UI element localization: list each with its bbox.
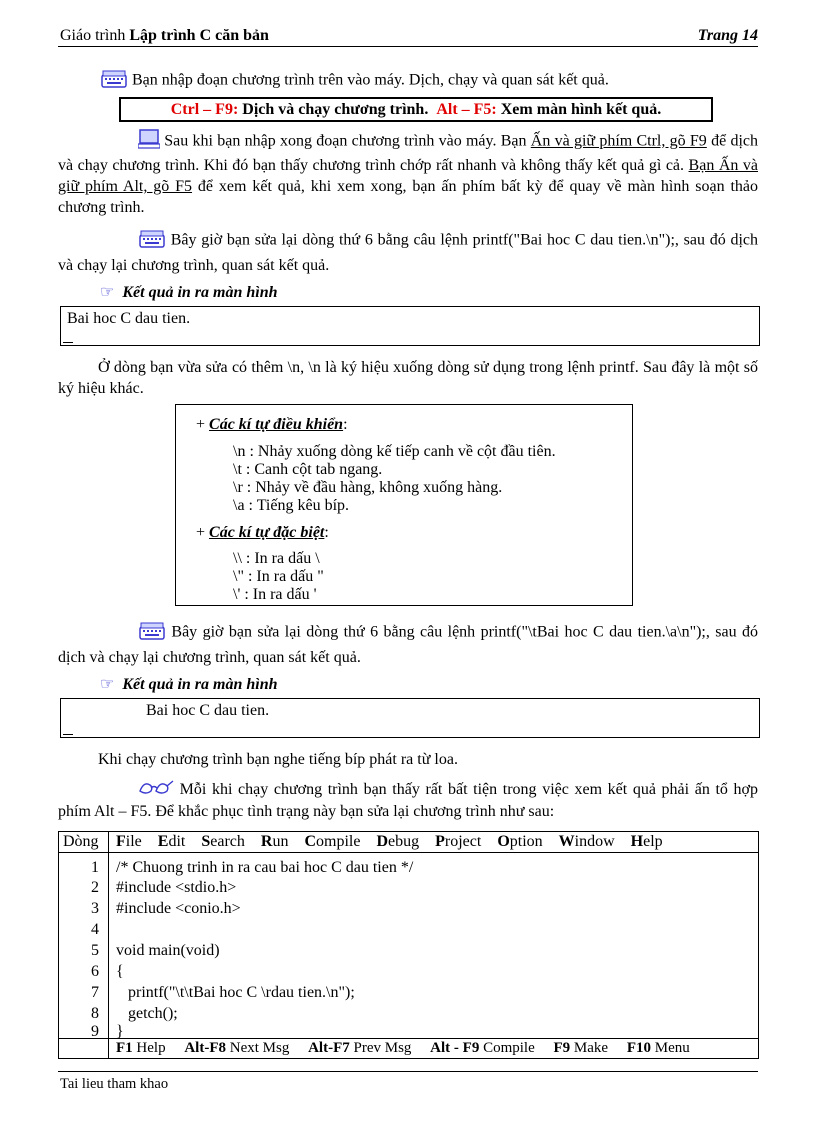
line-number: 7 <box>91 984 99 1001</box>
menu-search[interactable]: Search <box>201 833 245 850</box>
code-line[interactable]: printf("\t\tBai hoc C \rdau tien.\n"); <box>116 984 355 1001</box>
menu-compile[interactable]: Compile <box>304 833 361 850</box>
line-number: 6 <box>91 963 99 980</box>
escape-item: \a : Tiếng kêu bíp. <box>233 497 350 514</box>
code-line[interactable]: #include <conio.h> <box>116 900 241 917</box>
menu-debug[interactable]: Debug <box>376 833 420 850</box>
escape-sequence-box <box>175 404 633 606</box>
menu-help[interactable]: Help <box>630 833 663 850</box>
fkey-make[interactable]: F9 Make <box>553 1040 609 1056</box>
cursor <box>63 342 73 343</box>
line-number-header: Dòng <box>63 833 99 850</box>
hotkey-box: Ctrl – F9: Dịch và chạy chương trình. Alt – F5: Xem màn hình kết quả. <box>119 97 713 122</box>
line-number: 8 <box>91 1005 99 1022</box>
ide-editor-window <box>58 831 759 1059</box>
line-number: 9 <box>91 1023 99 1040</box>
menu-edit[interactable]: Edit <box>157 833 186 850</box>
line-number: 3 <box>91 900 99 917</box>
glasses-icon <box>98 779 174 801</box>
menu-file[interactable]: File <box>116 833 142 850</box>
code-line[interactable]: } <box>116 1023 124 1040</box>
code-line[interactable]: getch(); <box>116 1005 178 1022</box>
line-number: 5 <box>91 942 99 959</box>
footer-text: Tai lieu tham khao <box>60 1076 169 1092</box>
result-screen-1: Bai hoc C dau tien. <box>60 306 760 346</box>
fkey-menu[interactable]: F10 Menu <box>626 1040 690 1056</box>
result-heading-2: ☞ Kết quả in ra màn hình <box>100 676 278 693</box>
line-number: 2 <box>91 879 99 896</box>
instruction-paragraph-6: Khi chạy chương trình bạn nghe tiếng bíp phát ra từ loa. <box>98 751 458 768</box>
pointing-hand-icon: ☞ <box>100 284 115 301</box>
instruction-paragraph-2: Sau khi bạn nhập xong đoạn chương trình vào máy. Bạn Ấn và giữ phím Ctrl, gõ F9 để dịch và chạy chương trình. Khi đó bạn thấy chương trình chớp rất nhanh và không thấy kết quả gì cả. Bạn Ấn và giữ phím Alt, gõ F5 để xem kết quả, khi xem xong, bạn ấn phím bất kỳ để quay về màn hình soạn thảo chương trình. <box>58 129 758 218</box>
instruction-paragraph-1: Bạn nhập đoạn chương trình trên vào máy. Dịch, chạy và quan sát kết quả. <box>100 67 760 95</box>
escape-item: \r : Nhảy về đầu hàng, không xuống hàng. <box>233 479 503 496</box>
result-heading-1: ☞ Kết quả in ra màn hình <box>100 284 278 301</box>
escape-item: \" : In ra dấu " <box>233 568 324 585</box>
menu-run[interactable]: Run <box>260 833 289 850</box>
instruction-paragraph-3: Bây giờ bạn sửa lại dòng thứ 6 bằng câu lệnh printf("Bai hoc C dau tien.\n");, sau đó dịch và chạy lại chương trình, quan sát kết quả. <box>58 227 758 276</box>
escape-item: \t : Canh cột tab ngang. <box>233 461 383 478</box>
menu-window[interactable]: Window <box>558 833 615 850</box>
pointing-hand-icon: ☞ <box>100 676 115 693</box>
page-number: Trang 14 <box>697 27 758 44</box>
instruction-paragraph-7: Mỗi khi chạy chương trình bạn thấy rất bất tiện trong việc xem kết quả phải ấn tổ hợp phím Alt – F5. Để khắc phục tình trạng này bạn sửa lại chương trình như sau: <box>58 781 759 821</box>
fkey-compile[interactable]: Alt - F9 Compile <box>430 1040 535 1056</box>
fkey-prev-msg[interactable]: Alt-F7 Prev Msg <box>308 1040 412 1056</box>
special-chars-heading: + Các kí tự đặc biệt: <box>196 524 329 541</box>
keyboard-icon <box>98 619 166 647</box>
header-title: Giáo trình Lập trình C căn bản <box>60 27 269 44</box>
control-chars-heading: + Các kí tự điều khiển: <box>196 416 348 433</box>
code-line[interactable]: /* Chuong trinh in ra cau bai hoc C dau tien */ <box>116 859 414 876</box>
result-screen-2: Bai hoc C dau tien. <box>60 698 760 738</box>
escape-item: \n : Nhảy xuống dòng kế tiếp canh về cột đầu tiên. <box>233 443 556 460</box>
escape-item: \' : In ra dấu ' <box>233 586 317 603</box>
ide-status-bar <box>116 1040 690 1057</box>
code-line[interactable]: { <box>116 963 124 980</box>
line-number: 4 <box>91 921 99 938</box>
keyboard-icon <box>100 67 128 95</box>
ide-menu-bar <box>116 833 675 851</box>
fkey-next-msg[interactable]: Alt-F8 Next Msg <box>184 1040 290 1056</box>
code-line[interactable]: #include <stdio.h> <box>116 879 237 896</box>
code-line[interactable]: void main(void) <box>116 942 220 959</box>
header-divider <box>58 46 758 47</box>
instruction-paragraph-5: Bây giờ bạn sửa lại dòng thứ 6 bằng câu lệnh printf("\tBai hoc C dau tien.\a\n");, sau đó dịch và chạy lại chương trình, quan sát kết quả. <box>58 619 758 668</box>
escape-item: \\ : In ra dấu \ <box>233 550 320 567</box>
computer-icon <box>98 129 160 155</box>
menu-option[interactable]: Option <box>497 833 543 850</box>
line-number: 1 <box>91 859 99 876</box>
fkey-help[interactable]: F1 Help <box>116 1040 166 1056</box>
cursor <box>63 734 73 735</box>
menu-project[interactable]: Project <box>435 833 482 850</box>
instruction-paragraph-4: Ở dòng bạn vừa sửa có thêm \n, \n là ký hiệu xuống dòng sử dụng trong lệnh printf. Sau đây là một số ký hiệu khác. <box>58 359 758 397</box>
footer-divider <box>58 1071 758 1072</box>
keyboard-icon <box>98 227 166 255</box>
